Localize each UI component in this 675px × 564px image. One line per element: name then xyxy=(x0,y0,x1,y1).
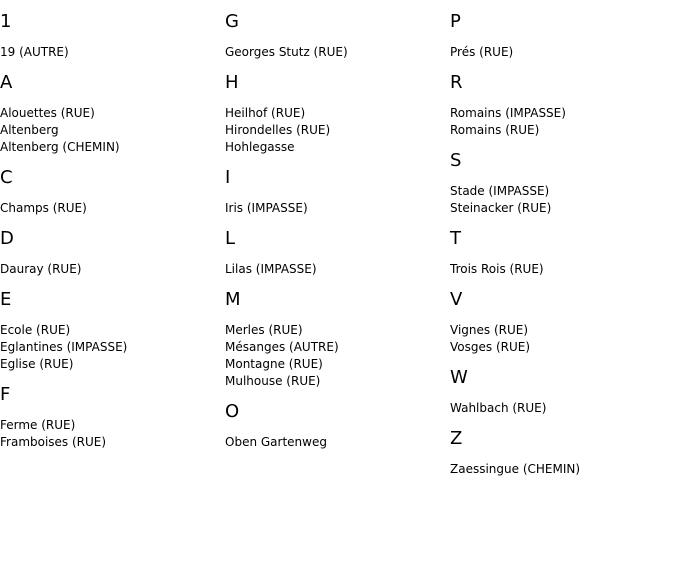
letter-group xyxy=(0,12,220,61)
letter-group xyxy=(450,229,670,278)
letter-heading: O xyxy=(225,401,240,422)
letter-heading: T xyxy=(450,228,461,249)
letter-heading: V xyxy=(450,289,463,310)
street-list xyxy=(450,400,670,417)
letter-group xyxy=(450,12,670,61)
street-link[interactable]: Mulhouse (RUE) xyxy=(225,374,321,388)
street-link[interactable]: Georges Stutz (RUE) xyxy=(225,45,348,59)
street-link[interactable]: Mésanges (AUTRE) xyxy=(225,340,339,354)
street-list xyxy=(450,44,670,61)
street-link[interactable]: Alouettes (RUE) xyxy=(0,106,95,120)
street-list xyxy=(0,105,220,156)
letter-group xyxy=(0,229,220,278)
street-list xyxy=(0,44,220,61)
street-link[interactable]: Montagne (RUE) xyxy=(225,357,323,371)
street-list xyxy=(0,417,220,451)
street-link[interactable]: Zaessingue (CHEMIN) xyxy=(450,462,581,476)
letter-heading: L xyxy=(225,228,236,249)
letter-heading: F xyxy=(0,384,11,405)
street-link[interactable]: Steinacker (RUE) xyxy=(450,201,552,215)
letter-group xyxy=(450,73,670,139)
letter-heading: H xyxy=(225,72,239,93)
street-list xyxy=(450,461,670,478)
letter-group xyxy=(0,73,220,156)
street-link[interactable]: Ecole (RUE) xyxy=(0,323,71,337)
letter-heading: S xyxy=(450,150,462,171)
street-link[interactable]: Framboises (RUE) xyxy=(0,435,107,449)
letter-heading: P xyxy=(450,11,461,32)
letter-heading: 1 xyxy=(0,11,12,32)
street-link[interactable]: Altenberg (CHEMIN) xyxy=(0,140,120,154)
street-link[interactable]: Vignes (RUE) xyxy=(450,323,529,337)
street-index-column-3 xyxy=(450,0,670,490)
letter-heading: C xyxy=(0,167,13,188)
street-link[interactable]: Lilas (IMPASSE) xyxy=(225,262,317,276)
letter-heading: R xyxy=(450,72,463,93)
street-link[interactable]: Eglise (RUE) xyxy=(0,357,74,371)
street-list xyxy=(450,105,670,139)
street-link[interactable]: Heilhof (RUE) xyxy=(225,106,306,120)
street-link[interactable]: Oben Gartenweg xyxy=(225,435,327,449)
street-list xyxy=(450,261,670,278)
letter-group xyxy=(225,12,445,61)
letter-group xyxy=(225,290,445,390)
letter-group xyxy=(450,290,670,356)
street-index-column-2 xyxy=(225,0,445,463)
street-link[interactable]: Stade (IMPASSE) xyxy=(450,184,550,198)
letter-group xyxy=(225,229,445,278)
street-list xyxy=(0,261,220,278)
street-link[interactable]: Ferme (RUE) xyxy=(0,418,76,432)
letter-group xyxy=(0,168,220,217)
street-link[interactable]: Altenberg xyxy=(0,123,59,137)
letter-group xyxy=(225,168,445,217)
letter-group xyxy=(225,402,445,451)
letter-group xyxy=(225,73,445,156)
street-link[interactable]: Romains (RUE) xyxy=(450,123,540,137)
street-link[interactable]: 19 (AUTRE) xyxy=(0,45,69,59)
letter-heading: Z xyxy=(450,428,463,449)
street-list xyxy=(0,322,220,373)
street-list xyxy=(225,105,445,156)
street-list xyxy=(225,434,445,451)
street-link[interactable]: Hirondelles (RUE) xyxy=(225,123,331,137)
letter-heading: I xyxy=(225,167,231,188)
street-link[interactable]: Eglantines (IMPASSE) xyxy=(0,340,128,354)
letter-heading: M xyxy=(225,289,241,310)
street-link[interactable]: Hohlegasse xyxy=(225,140,295,154)
street-link[interactable]: Wahlbach (RUE) xyxy=(450,401,547,415)
letter-heading: D xyxy=(0,228,14,249)
street-link[interactable]: Trois Rois (RUE) xyxy=(450,262,544,276)
letter-group xyxy=(0,290,220,373)
letter-heading: G xyxy=(225,11,239,32)
street-link[interactable]: Iris (IMPASSE) xyxy=(225,201,308,215)
letter-group xyxy=(0,385,220,451)
street-list xyxy=(450,183,670,217)
street-list xyxy=(225,44,445,61)
street-link[interactable]: Prés (RUE) xyxy=(450,45,514,59)
street-link[interactable]: Romains (IMPASSE) xyxy=(450,106,566,120)
street-link[interactable]: Vosges (RUE) xyxy=(450,340,531,354)
street-list xyxy=(0,200,220,217)
street-list xyxy=(225,200,445,217)
letter-heading: E xyxy=(0,289,12,310)
letter-heading: A xyxy=(0,72,13,93)
letter-group xyxy=(450,429,670,478)
street-link[interactable]: Merles (RUE) xyxy=(225,323,303,337)
street-list xyxy=(225,261,445,278)
street-list xyxy=(225,322,445,390)
street-list xyxy=(450,322,670,356)
letter-group xyxy=(450,368,670,417)
street-index-column-1 xyxy=(0,0,220,463)
letter-group xyxy=(450,151,670,217)
letter-heading: W xyxy=(450,367,468,388)
street-link[interactable]: Dauray (RUE) xyxy=(0,262,82,276)
street-link[interactable]: Champs (RUE) xyxy=(0,201,87,215)
